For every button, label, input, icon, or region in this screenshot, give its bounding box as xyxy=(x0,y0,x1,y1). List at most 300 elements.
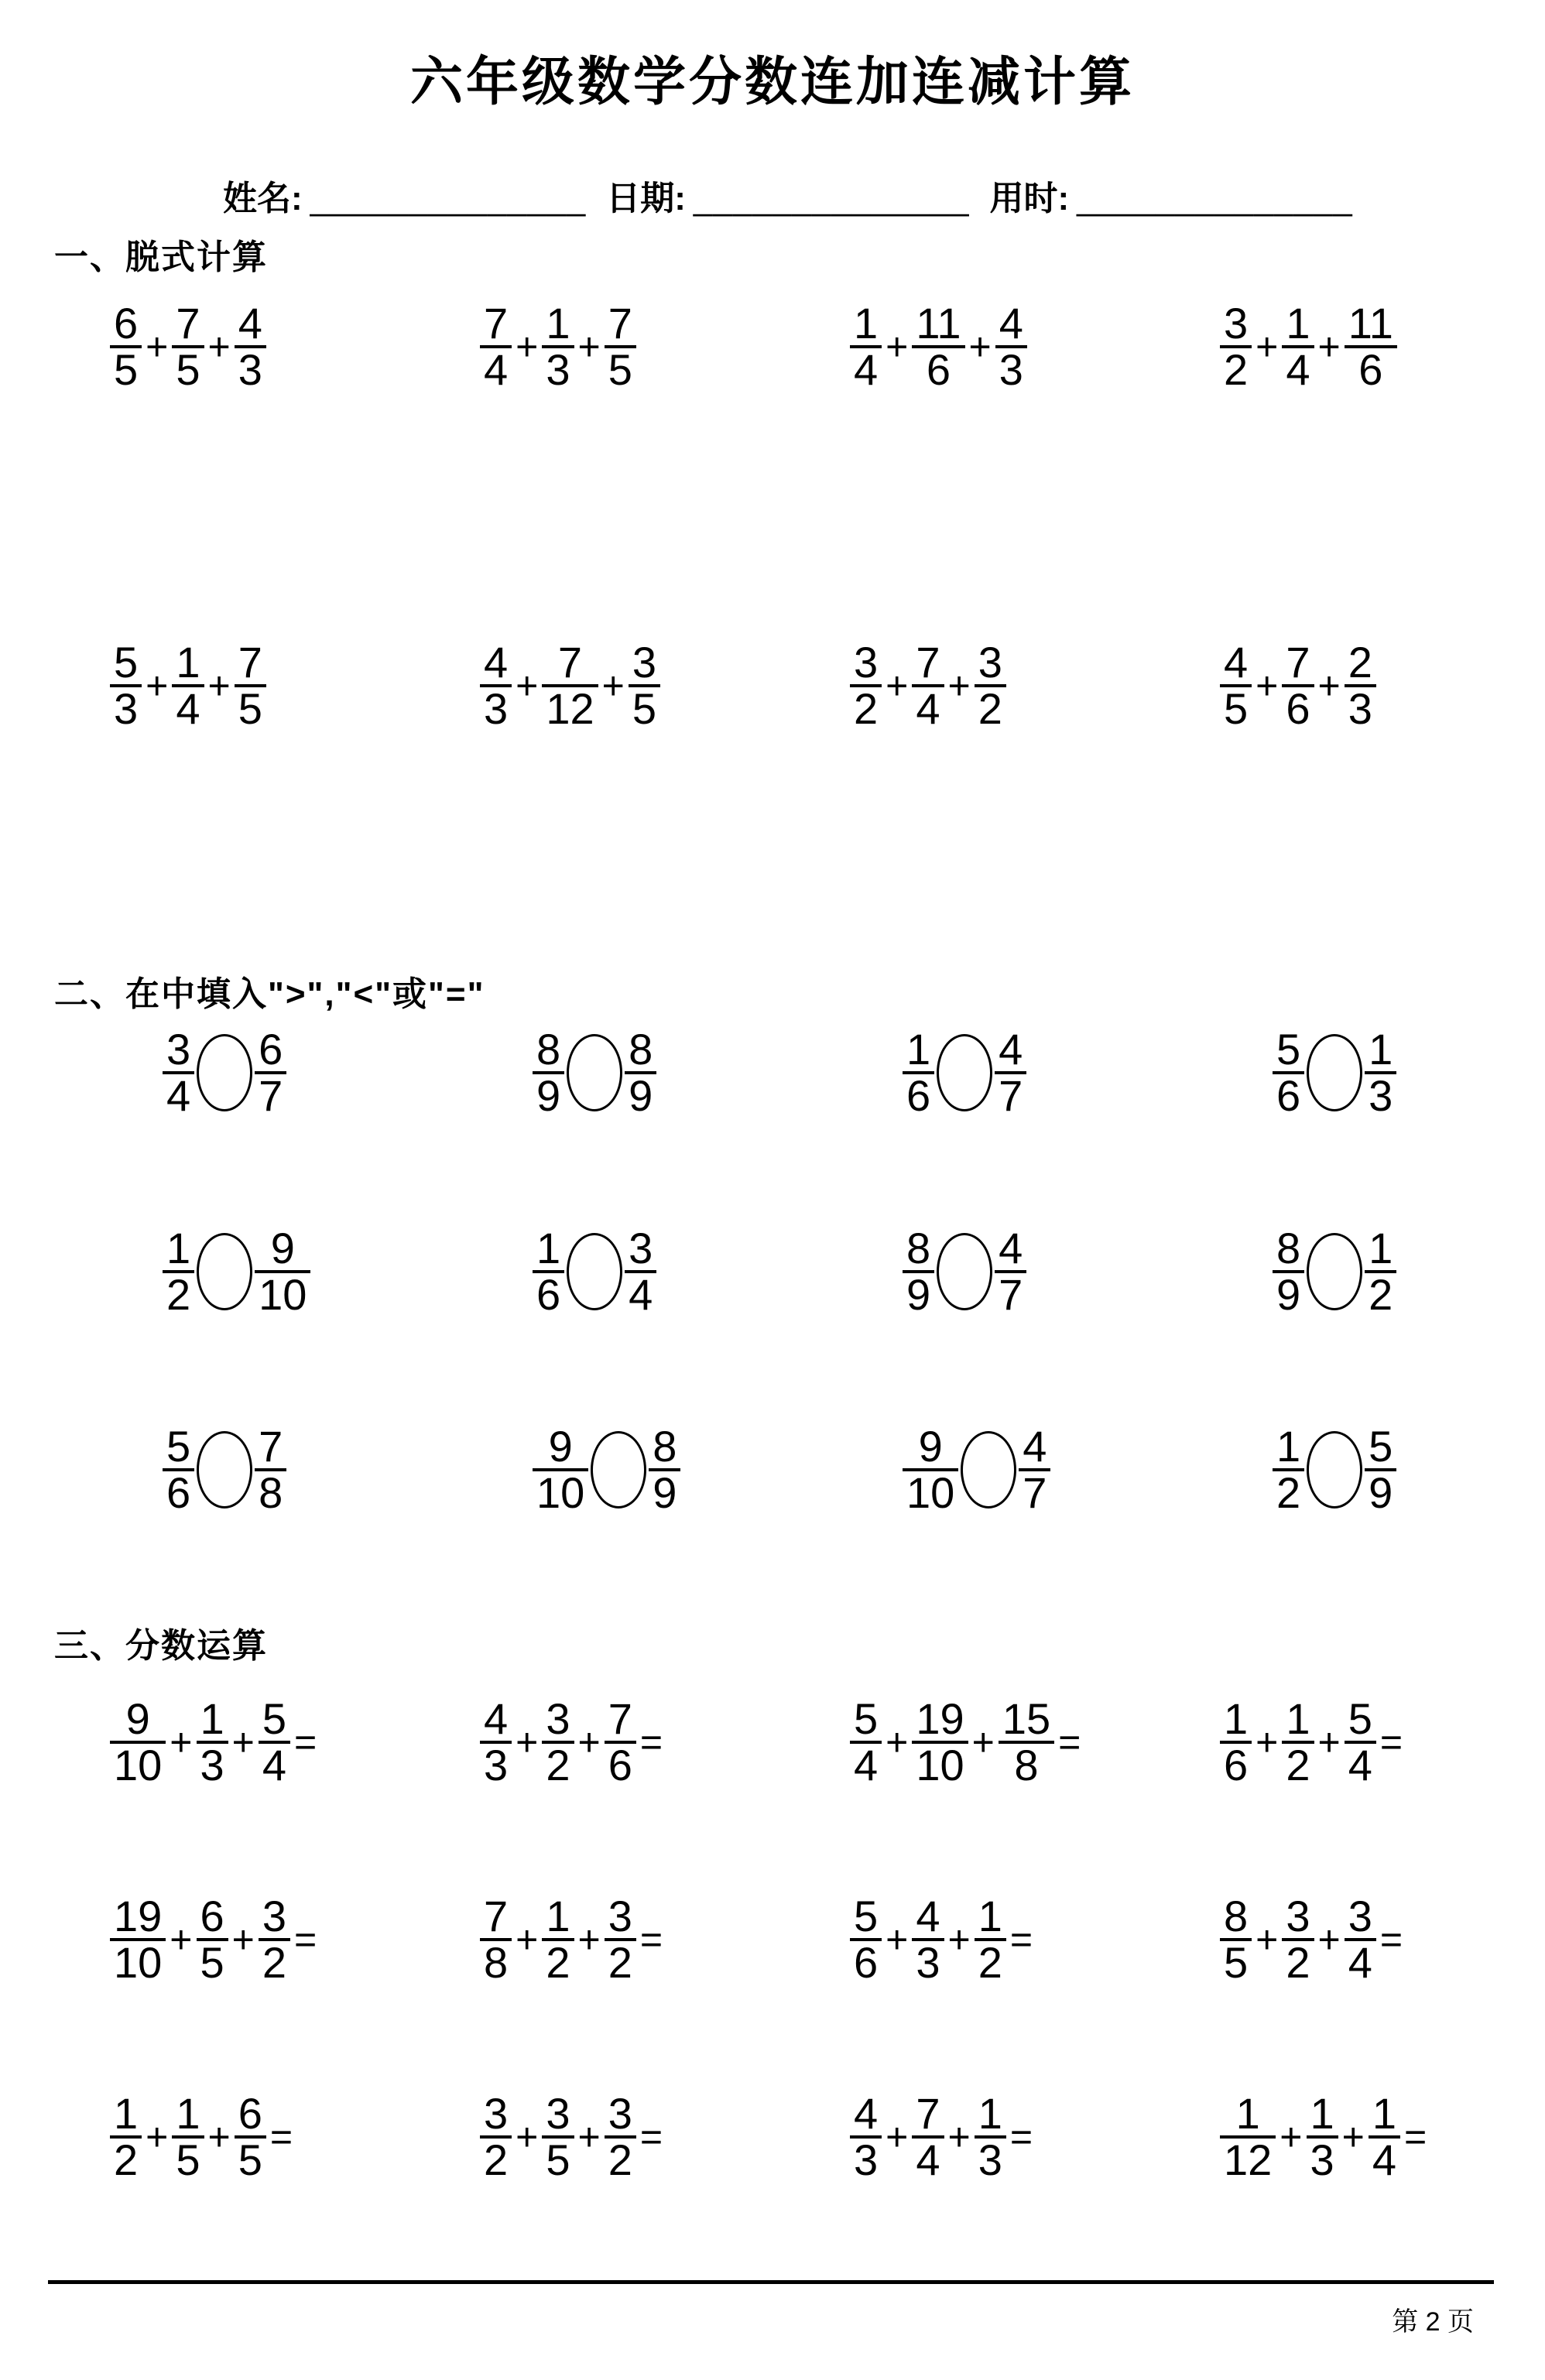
problem xyxy=(850,299,1220,394)
numerator: 1 xyxy=(200,1694,224,1743)
plus-operator: + xyxy=(947,1917,971,1961)
numerator: 4 xyxy=(916,1892,940,1940)
problem xyxy=(1273,1422,1545,1517)
fraction xyxy=(163,1224,194,1319)
fraction xyxy=(1220,1694,1252,1789)
fraction xyxy=(850,299,882,394)
plus-operator: + xyxy=(146,324,169,368)
numerator: 1 xyxy=(536,1224,561,1272)
problem xyxy=(533,1025,903,1120)
fraction xyxy=(1282,1892,1314,1987)
fraction xyxy=(542,299,574,394)
fraction xyxy=(533,1422,588,1517)
denominator: 3 xyxy=(1365,1071,1396,1114)
denominator: 2 xyxy=(480,2135,512,2178)
denominator: 7 xyxy=(995,1071,1026,1114)
numerator: 4 xyxy=(1224,638,1249,687)
plus-operator: + xyxy=(146,663,169,707)
numerator: 5 xyxy=(262,1694,287,1743)
numerator: 3 xyxy=(854,638,879,687)
plus-operator: + xyxy=(146,2115,169,2159)
plus-operator: + xyxy=(886,663,909,707)
plus-operator: + xyxy=(577,1720,601,1764)
problem xyxy=(1220,638,1545,733)
numerator: 7 xyxy=(1286,638,1310,687)
equals-sign: = xyxy=(1404,2115,1427,2159)
fraction xyxy=(1345,1694,1376,1789)
denominator: 2 xyxy=(1282,1938,1314,1981)
problem xyxy=(850,2089,1220,2184)
plus-operator: + xyxy=(1317,1720,1341,1764)
denominator: 9 xyxy=(649,1468,680,1511)
numerator: 6 xyxy=(200,1892,224,1940)
problem xyxy=(110,1892,480,1987)
fraction xyxy=(235,299,266,394)
numerator: 1 xyxy=(1372,2089,1397,2138)
denominator: 3 xyxy=(480,684,512,727)
problem-row xyxy=(0,1025,1545,1120)
fraction xyxy=(163,1422,194,1517)
numerator: 4 xyxy=(484,1694,509,1743)
denominator: 4 xyxy=(163,1071,194,1114)
equals-sign: = xyxy=(1379,1917,1403,1961)
section-3-heading: 三、分数运算 xyxy=(54,1627,268,1665)
plus-operator: + xyxy=(947,2115,971,2159)
denominator: 2 xyxy=(1220,345,1252,388)
fraction xyxy=(649,1422,680,1517)
denominator: 8 xyxy=(480,1938,512,1981)
denominator: 3 xyxy=(235,345,266,388)
denominator: 2 xyxy=(850,684,882,727)
denominator: 8 xyxy=(255,1468,286,1511)
denominator: 6 xyxy=(912,345,964,388)
denominator: 3 xyxy=(480,1741,512,1783)
numerator: 5 xyxy=(1276,1025,1301,1074)
numerator: 1 xyxy=(1235,2089,1260,2138)
denominator: 12 xyxy=(1220,2135,1276,2178)
denominator: 6 xyxy=(1282,684,1314,727)
denominator: 4 xyxy=(480,345,512,388)
numerator: 8 xyxy=(906,1224,931,1272)
numerator: 3 xyxy=(629,1224,653,1272)
fraction xyxy=(542,638,598,733)
fraction xyxy=(197,1892,228,1987)
numerator: 1 xyxy=(1310,2089,1334,2138)
equals-sign: = xyxy=(1379,1720,1403,1764)
problem xyxy=(163,1224,533,1319)
plus-operator: + xyxy=(207,663,231,707)
numerator: 7 xyxy=(557,638,583,687)
fraction xyxy=(903,1025,934,1120)
fraction xyxy=(235,638,266,733)
numerator: 1 xyxy=(114,2089,139,2138)
numerator: 7 xyxy=(608,299,632,348)
denominator: 4 xyxy=(850,1741,882,1783)
fraction xyxy=(1345,638,1376,733)
denominator: 6 xyxy=(1273,1071,1304,1114)
denominator: 4 xyxy=(1345,1938,1376,1981)
numerator: 9 xyxy=(270,1224,295,1272)
plus-operator: + xyxy=(577,324,601,368)
denominator: 9 xyxy=(625,1071,656,1114)
numerator: 5 xyxy=(166,1422,191,1471)
fraction xyxy=(480,1892,512,1987)
problem xyxy=(110,2089,480,2184)
denominator: 9 xyxy=(1273,1270,1304,1313)
numerator: 8 xyxy=(629,1025,653,1074)
numerator: 2 xyxy=(1348,638,1372,687)
fraction xyxy=(480,2089,512,2184)
fraction xyxy=(110,299,142,394)
denominator: 2 xyxy=(163,1270,194,1313)
fraction xyxy=(1345,1892,1376,1987)
numerator: 3 xyxy=(632,638,657,687)
numerator: 1 xyxy=(854,299,879,348)
numerator: 11 xyxy=(916,299,961,348)
equals-sign: = xyxy=(294,1720,317,1764)
plus-operator: + xyxy=(231,1720,255,1764)
plus-operator: + xyxy=(1280,2115,1303,2159)
plus-operator: + xyxy=(516,324,539,368)
numerator: 8 xyxy=(536,1025,561,1074)
plus-operator: + xyxy=(1317,663,1341,707)
denominator: 7 xyxy=(995,1270,1026,1313)
numerator: 15 xyxy=(1002,1694,1051,1743)
problem-row xyxy=(0,1892,1545,1987)
fraction xyxy=(975,638,1006,733)
numerator: 7 xyxy=(484,1892,509,1940)
denominator: 9 xyxy=(533,1071,564,1114)
plus-operator: + xyxy=(971,1720,995,1764)
denominator: 6 xyxy=(533,1270,564,1313)
comparison-circle xyxy=(937,1233,992,1310)
denominator: 3 xyxy=(1307,2135,1338,2178)
denominator: 2 xyxy=(1273,1468,1304,1511)
numerator: 3 xyxy=(546,1694,570,1743)
plus-operator: + xyxy=(886,2115,909,2159)
problem xyxy=(1273,1025,1545,1120)
plus-operator: + xyxy=(1256,1720,1279,1764)
fraction xyxy=(850,2089,882,2184)
section-2-heading: 二、在中填入">","<"或"=" xyxy=(54,975,485,1013)
fraction xyxy=(912,2089,944,2184)
fraction xyxy=(1220,638,1252,733)
equals-sign: = xyxy=(269,2115,293,2159)
fraction xyxy=(259,1694,290,1789)
denominator: 2 xyxy=(1365,1270,1396,1313)
fraction xyxy=(110,1694,166,1789)
numerator: 7 xyxy=(176,299,200,348)
problem xyxy=(110,299,480,394)
problem-row xyxy=(0,299,1545,394)
fraction xyxy=(110,1892,166,1987)
section-1-heading: 一、脱式计算 xyxy=(54,238,268,276)
page-title: 六年级数学分数连加连减计算 xyxy=(409,53,1135,111)
problem-row xyxy=(0,1224,1545,1319)
denominator: 4 xyxy=(912,2135,944,2178)
fraction xyxy=(1345,299,1397,394)
numerator: 1 xyxy=(1369,1224,1393,1272)
plus-operator: + xyxy=(947,663,971,707)
fraction xyxy=(235,2089,266,2184)
plus-operator: + xyxy=(170,1917,193,1961)
fraction xyxy=(629,638,660,733)
denominator: 2 xyxy=(605,2135,636,2178)
problem xyxy=(1220,299,1545,394)
fraction xyxy=(533,1224,564,1319)
plus-operator: + xyxy=(1256,663,1279,707)
fraction xyxy=(1282,299,1314,394)
numerator: 3 xyxy=(484,2089,509,2138)
numerator: 19 xyxy=(114,1892,163,1940)
problem xyxy=(1273,1224,1545,1319)
plus-operator: + xyxy=(886,1720,909,1764)
fraction xyxy=(850,1694,882,1789)
fraction xyxy=(172,638,204,733)
plus-operator: + xyxy=(601,663,625,707)
equals-sign: = xyxy=(1009,1917,1033,1961)
fraction xyxy=(975,2089,1006,2184)
fraction xyxy=(903,1422,958,1517)
time-blank: ______________ xyxy=(1077,180,1353,217)
problem xyxy=(163,1422,533,1517)
numerator: 4 xyxy=(999,1224,1023,1272)
plus-operator: + xyxy=(516,663,539,707)
denominator: 5 xyxy=(172,345,204,388)
fraction xyxy=(605,299,636,394)
fraction xyxy=(255,1224,310,1319)
numerator: 1 xyxy=(176,2089,200,2138)
denominator: 6 xyxy=(1220,1741,1252,1783)
denominator: 10 xyxy=(903,1468,958,1511)
denominator: 8 xyxy=(999,1741,1054,1783)
fraction xyxy=(605,1694,636,1789)
denominator: 9 xyxy=(903,1270,934,1313)
denominator: 2 xyxy=(110,2135,142,2178)
denominator: 10 xyxy=(110,1741,166,1783)
problem xyxy=(533,1224,903,1319)
denominator: 5 xyxy=(1220,1938,1252,1981)
denominator: 6 xyxy=(1345,345,1397,388)
comparison-circle xyxy=(1307,1034,1362,1111)
fraction xyxy=(1365,1422,1396,1517)
numerator: 8 xyxy=(1276,1224,1301,1272)
problem xyxy=(1220,1694,1545,1789)
problem xyxy=(1220,1892,1545,1987)
equals-sign: = xyxy=(1058,1720,1081,1764)
fraction xyxy=(480,1694,512,1789)
plus-operator: + xyxy=(516,2115,539,2159)
numerator: 7 xyxy=(916,2089,940,2138)
denominator: 6 xyxy=(163,1468,194,1511)
fraction xyxy=(1220,1892,1252,1987)
fraction xyxy=(1365,1224,1396,1319)
denominator: 10 xyxy=(912,1741,968,1783)
numerator: 6 xyxy=(114,299,139,348)
numerator: 1 xyxy=(978,2089,1002,2138)
problem-row xyxy=(0,638,1545,733)
page-number: 第 2 页 xyxy=(1392,2307,1474,2337)
plus-operator: + xyxy=(207,2115,231,2159)
fraction xyxy=(255,1422,286,1517)
denominator: 4 xyxy=(1282,345,1314,388)
denominator: 2 xyxy=(975,1938,1006,1981)
denominator: 5 xyxy=(235,684,266,727)
denominator: 3 xyxy=(975,2135,1006,2178)
numerator: 1 xyxy=(978,1892,1002,1940)
numerator: 3 xyxy=(978,638,1002,687)
plus-operator: + xyxy=(886,1917,909,1961)
plus-operator: + xyxy=(1317,324,1341,368)
numerator: 3 xyxy=(1224,299,1249,348)
problem xyxy=(480,299,850,394)
fraction xyxy=(533,1025,564,1120)
plus-operator: + xyxy=(968,324,992,368)
fraction xyxy=(912,1694,968,1789)
fraction xyxy=(605,2089,636,2184)
numerator: 4 xyxy=(854,2089,879,2138)
denominator: 4 xyxy=(912,684,944,727)
fraction xyxy=(975,1892,1006,1987)
denominator: 4 xyxy=(1345,1741,1376,1783)
numerator: 1 xyxy=(1276,1422,1301,1471)
problem-row xyxy=(0,1694,1545,1789)
numerator: 5 xyxy=(114,638,139,687)
date-blank: ______________ xyxy=(693,180,970,217)
denominator: 3 xyxy=(542,345,574,388)
denominator: 10 xyxy=(110,1938,166,1981)
numerator: 7 xyxy=(608,1694,632,1743)
fraction xyxy=(255,1025,286,1120)
numerator: 3 xyxy=(1286,1892,1310,1940)
numerator: 3 xyxy=(608,1892,632,1940)
numerator: 3 xyxy=(1348,1892,1372,1940)
numerator: 3 xyxy=(546,2089,570,2138)
equals-sign: = xyxy=(639,1917,663,1961)
fraction xyxy=(172,2089,204,2184)
problem xyxy=(903,1224,1273,1319)
denominator: 5 xyxy=(542,2135,574,2178)
numerator: 7 xyxy=(484,299,509,348)
name-label: 姓名: xyxy=(223,180,303,217)
numerator: 1 xyxy=(1369,1025,1393,1074)
numerator: 8 xyxy=(653,1422,677,1471)
plus-operator: + xyxy=(516,1720,539,1764)
numerator: 9 xyxy=(918,1422,943,1471)
numerator: 5 xyxy=(1369,1422,1393,1471)
numerator: 9 xyxy=(125,1694,150,1743)
name-blank: ______________ xyxy=(310,180,587,217)
numerator: 1 xyxy=(546,299,570,348)
denominator: 10 xyxy=(533,1468,588,1511)
plus-operator: + xyxy=(577,1917,601,1961)
denominator: 3 xyxy=(197,1741,228,1783)
fraction xyxy=(1307,2089,1338,2184)
numerator: 1 xyxy=(1286,299,1310,348)
denominator: 5 xyxy=(110,345,142,388)
numerator: 8 xyxy=(1224,1892,1249,1940)
problem xyxy=(850,1892,1220,1987)
fraction xyxy=(1220,2089,1276,2184)
denominator: 3 xyxy=(110,684,142,727)
numerator: 4 xyxy=(999,1025,1023,1074)
numerator: 9 xyxy=(548,1422,573,1471)
fraction xyxy=(912,638,944,733)
numerator: 1 xyxy=(1286,1694,1310,1743)
problem xyxy=(480,1694,850,1789)
fraction xyxy=(163,1025,194,1120)
numerator: 4 xyxy=(999,299,1023,348)
denominator: 12 xyxy=(542,684,598,727)
footer-divider xyxy=(48,2280,1494,2284)
fraction xyxy=(110,2089,142,2184)
comparison-circle xyxy=(567,1233,622,1310)
denominator: 10 xyxy=(255,1270,310,1313)
fraction xyxy=(995,1224,1026,1319)
comparison-circle xyxy=(1307,1431,1362,1508)
fraction xyxy=(1019,1422,1050,1517)
plus-operator: + xyxy=(516,1917,539,1961)
fraction xyxy=(259,1892,290,1987)
problem xyxy=(110,1694,480,1789)
comparison-circle xyxy=(1307,1233,1362,1310)
numerator: 3 xyxy=(262,1892,287,1940)
fraction xyxy=(625,1025,656,1120)
numerator: 5 xyxy=(1348,1694,1372,1743)
comparison-circle xyxy=(197,1034,252,1111)
problem xyxy=(533,1422,903,1517)
problem xyxy=(850,638,1220,733)
denominator: 2 xyxy=(259,1938,290,1981)
fraction xyxy=(1282,1694,1314,1789)
plus-operator: + xyxy=(1256,324,1279,368)
problem xyxy=(903,1422,1273,1517)
fraction xyxy=(1273,1025,1304,1120)
numerator: 1 xyxy=(166,1224,191,1272)
fraction xyxy=(542,2089,574,2184)
denominator: 7 xyxy=(1019,1468,1050,1511)
fraction xyxy=(1273,1224,1304,1319)
comparison-circle xyxy=(591,1431,646,1508)
plus-operator: + xyxy=(1317,1917,1341,1961)
fraction xyxy=(110,638,142,733)
fraction xyxy=(912,299,964,394)
denominator: 5 xyxy=(172,2135,204,2178)
denominator: 2 xyxy=(605,1938,636,1981)
problem-row xyxy=(0,1422,1545,1517)
denominator: 5 xyxy=(235,2135,266,2178)
denominator: 4 xyxy=(625,1270,656,1313)
denominator: 5 xyxy=(197,1938,228,1981)
numerator: 5 xyxy=(854,1892,879,1940)
comparison-circle xyxy=(961,1431,1016,1508)
fraction xyxy=(480,638,512,733)
fraction xyxy=(1369,2089,1400,2184)
plus-operator: + xyxy=(207,324,231,368)
comparison-circle xyxy=(197,1233,252,1310)
fraction xyxy=(542,1694,574,1789)
denominator: 5 xyxy=(1220,684,1252,727)
plus-operator: + xyxy=(170,1720,193,1764)
fraction xyxy=(542,1892,574,1987)
numerator: 4 xyxy=(1023,1422,1047,1471)
denominator: 9 xyxy=(1365,1468,1396,1511)
numerator: 5 xyxy=(854,1694,879,1743)
problem-row xyxy=(0,2089,1545,2184)
denominator: 3 xyxy=(912,1938,944,1981)
fraction xyxy=(903,1224,934,1319)
comparison-circle xyxy=(567,1034,622,1111)
